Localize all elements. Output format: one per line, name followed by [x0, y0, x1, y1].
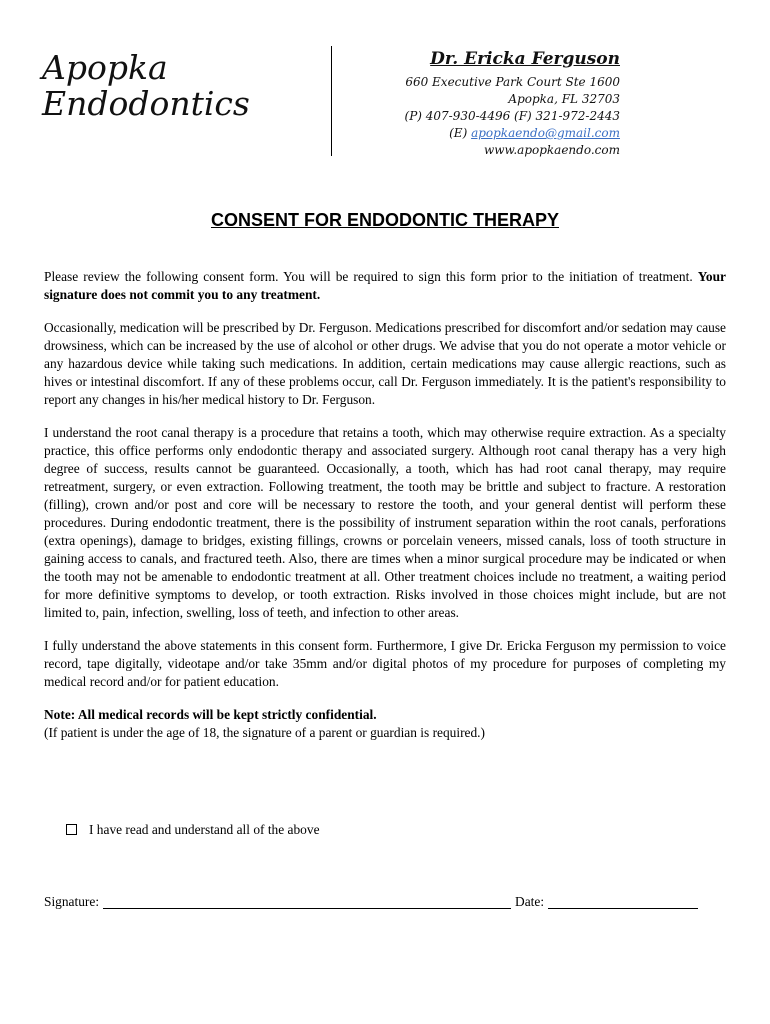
practice-logo — [42, 50, 250, 122]
address-line-2: Apopka, FL 32703 — [508, 92, 620, 106]
contact-block — [405, 48, 620, 159]
signature-label: Signature: — [44, 894, 100, 909]
note-text: (If patient is under the age of 18, the signature of a parent or guardian is required.) — [44, 725, 485, 740]
note-paragraph — [44, 706, 726, 742]
intro-text: Please review the following consent form. You will be required to sign this form prior to the initiation of treatment. — [44, 269, 698, 284]
permission-paragraph: I fully understand the above statements in this consent form. Furthermore, I give Dr. Ericka Ferguson my permission to voice record, tape digitally, videotape and/or take 35mm and/or digital photos of my procedure for purposes of completing my medical record and/or for patient education. — [44, 638, 726, 689]
intro-paragraph — [44, 268, 726, 304]
procedure-risks-paragraph: I understand the root canal therapy is a procedure that retains a tooth, which may otherwise require extraction. As a specialty practice, this office performs only endodontic therapy and associated surgery. Although root canal therapy has a very high degree of success, results cannot be guaranteed. Occasionally, a tooth, which has had root canal therapy, may require retreatment, surgery, or even extraction. Following treatment, the tooth may be brittle and subject to fracture. A restoration (filling), crown and/or post and core will be necessary to restore the tooth, and your general dentist will perform these procedures. During endodontic treatment, there is the possibility of instrument separation within the root canals, perforations (extra openings), damage to bridges, existing fillings, crowns or porcelain veneers, missed canals, loss of tooth structure in gaining access to canals, and fractured teeth. Also, there are times when a minor surgical procedure may be indicated or when the tooth may not be amenable to endodontic treatment at all. Other treatment choices include no treatment, a waiting period for more definitive symptoms to develop, or tooth extraction. Risks involved in those choices might include, but are not limited to, pain, infection, swelling, loss of teeth, and infection to other areas. — [44, 425, 726, 620]
email-prefix: (E) — [449, 126, 472, 140]
date-field[interactable] — [548, 894, 698, 909]
form-title: CONSENT FOR ENDODONTIC THERAPY — [210, 210, 559, 230]
phone-fax-line: (P) 407-930-4496 (F) 321-972-2443 — [404, 109, 620, 123]
address-line-1: 660 Executive Park Court Ste 1600 — [405, 75, 620, 89]
signature-row — [44, 894, 698, 910]
intro-bold-text: Your signature does not commit you to any treatment. — [44, 269, 726, 302]
acknowledgement-row[interactable] — [66, 822, 320, 838]
header-divider — [331, 46, 332, 156]
doctor-name: Dr. Ericka Ferguson — [430, 49, 620, 69]
note-bold: Note: All medical records will be kept strictly confidential. — [44, 707, 377, 722]
acknowledgement-label: I have read and understand all of the above — [89, 822, 320, 837]
signature-field[interactable] — [103, 894, 511, 909]
email-line — [405, 125, 620, 142]
website: www.apopkaendo.com — [483, 143, 620, 157]
date-label: Date: — [515, 894, 545, 909]
medication-paragraph: Occasionally, medication will be prescribed by Dr. Ferguson. Medications prescribed for discomfort and/or sedation may cause drowsiness, which can be increased by the use of alcohol or other drugs. We advise that you do not operate a motor vehicle or any hazardous device while taking such medications. In addition, certain medications may cause allergic reactions, such as hives or intestinal discomfort. If any of these problems occur, call Dr. Ferguson immediately. It is the patient's responsibility to report any changes in his/her medical history to Dr. Ferguson. — [44, 320, 726, 407]
logo-line-2: Endodontics — [42, 84, 250, 123]
email-link[interactable]: apopkaendo@gmail.com — [471, 126, 620, 140]
form-body — [44, 268, 726, 757]
acknowledgement-checkbox[interactable] — [66, 824, 77, 835]
logo-line-1: Apopka — [42, 48, 168, 87]
